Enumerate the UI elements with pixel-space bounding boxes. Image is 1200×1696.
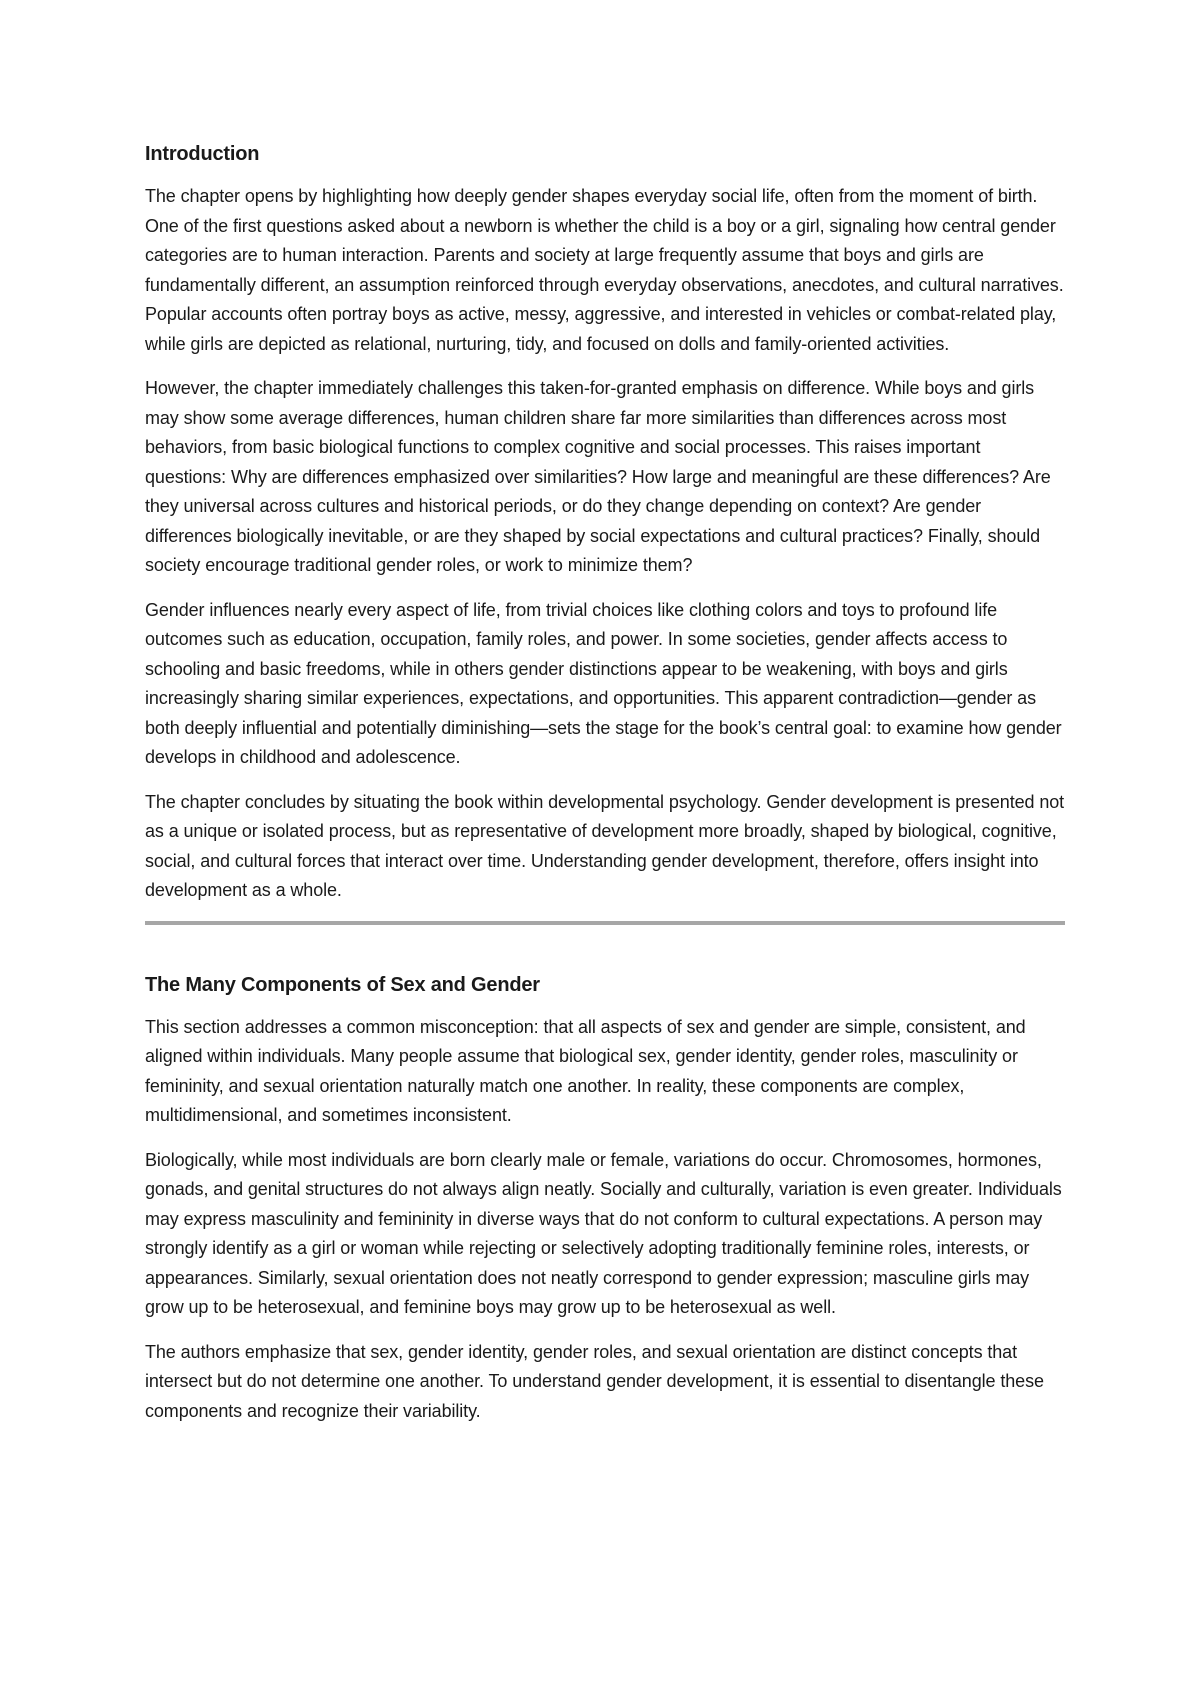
paragraph: This section addresses a common misconception: that all aspects of sex and gender are simple, consistent, and aligned within individuals. Many people assume that biological sex, gender identity, gender roles, masculinity or femininity, and sexual orientation naturally match one another. In reality, these components are complex, multidimensional, and sometimes inconsistent. <box>145 1016 1026 1125</box>
paragraph: Gender influences nearly every aspect of life, from trivial choices like clothing colors and toys to profound life outcomes such as education, occupation, family roles, and power. In some societies, gender affects access to schooling and basic freedoms, while in others gender distinctions appear to be weakening, with boys and girls increasingly sharing similar experiences, expectations, and opportunities. This apparent contradiction—gender as both deeply influential and potentially diminishing—sets the stage for the book’s central goal: to examine how gender develops in childhood and adolescence. <box>145 599 1062 767</box>
paragraph: However, the chapter immediately challenges this taken-for-granted emphasis on difference. While boys and girls may show some average differences, human children share far more similarities than differences across most behaviors, from basic biological functions to complex cognitive and social processes. This raises important questions: Why are differences emphasized over similarities? How large and meaningful are these differences? Are they universal across cultures and historical periods, or do they change depending on context? Are gender differences biologically inevitable, or are they shaped by social expectations and cultural practices? Finally, should society encourage traditional gender roles, or work to minimize them? <box>145 378 1051 575</box>
document-page <box>145 140 1065 1441</box>
paragraph: The chapter opens by highlighting how deeply gender shapes everyday social life, often from the moment of birth. One of the first questions asked about a newborn is whether the child is a boy or a girl, signaling how central gender categories are to human interaction. Parents and society at large frequently assume that boys and girls are fundamentally different, an assumption reinforced through everyday observations, anecdotes, and cultural narratives. Popular accounts often portray boys as active, messy, aggressive, and interested in vehicles or combat-related play, while girls are depicted as relational, nurturing, tidy, and focused on dolls and family-oriented activities. <box>145 186 1064 354</box>
section-heading: Introduction <box>145 143 260 165</box>
section-components-of-sex-and-gender <box>145 971 1065 1427</box>
paragraph: The authors emphasize that sex, gender identity, gender roles, and sexual orientation are distinct concepts that intersect but do not determine one another. To understand gender development, it is essential to disentangle these components and recognize their variability. <box>145 1341 1044 1421</box>
section-heading: The Many Components of Sex and Gender <box>145 973 540 996</box>
paragraph: The chapter concludes by situating the book within developmental psychology. Gender development is presented not as a unique or isolated process, but as representative of development more broadly, shaped by biological, cognitive, social, and cultural forces that interact over time. Understanding gender development, therefore, offers insight into development as a whole. <box>145 791 1065 900</box>
section-introduction <box>145 140 1065 906</box>
paragraph: Biologically, while most individuals are born clearly male or female, variations do occur. Chromosomes, hormones, gonads, and genital structures do not always align neatly. Socially and culturally, variation is even greater. Individuals may express masculinity and femininity in diverse ways that do not conform to cultural expectations. A person may strongly identify as a girl or woman while rejecting or selectively adopting traditionally feminine roles, interests, or appearances. Similarly, sexual orientation does not neatly correspond to gender expression; masculine girls may grow up to be heterosexual, and feminine boys may grow up to be heterosexual as well. <box>145 1149 1062 1317</box>
section-divider <box>145 921 1065 925</box>
